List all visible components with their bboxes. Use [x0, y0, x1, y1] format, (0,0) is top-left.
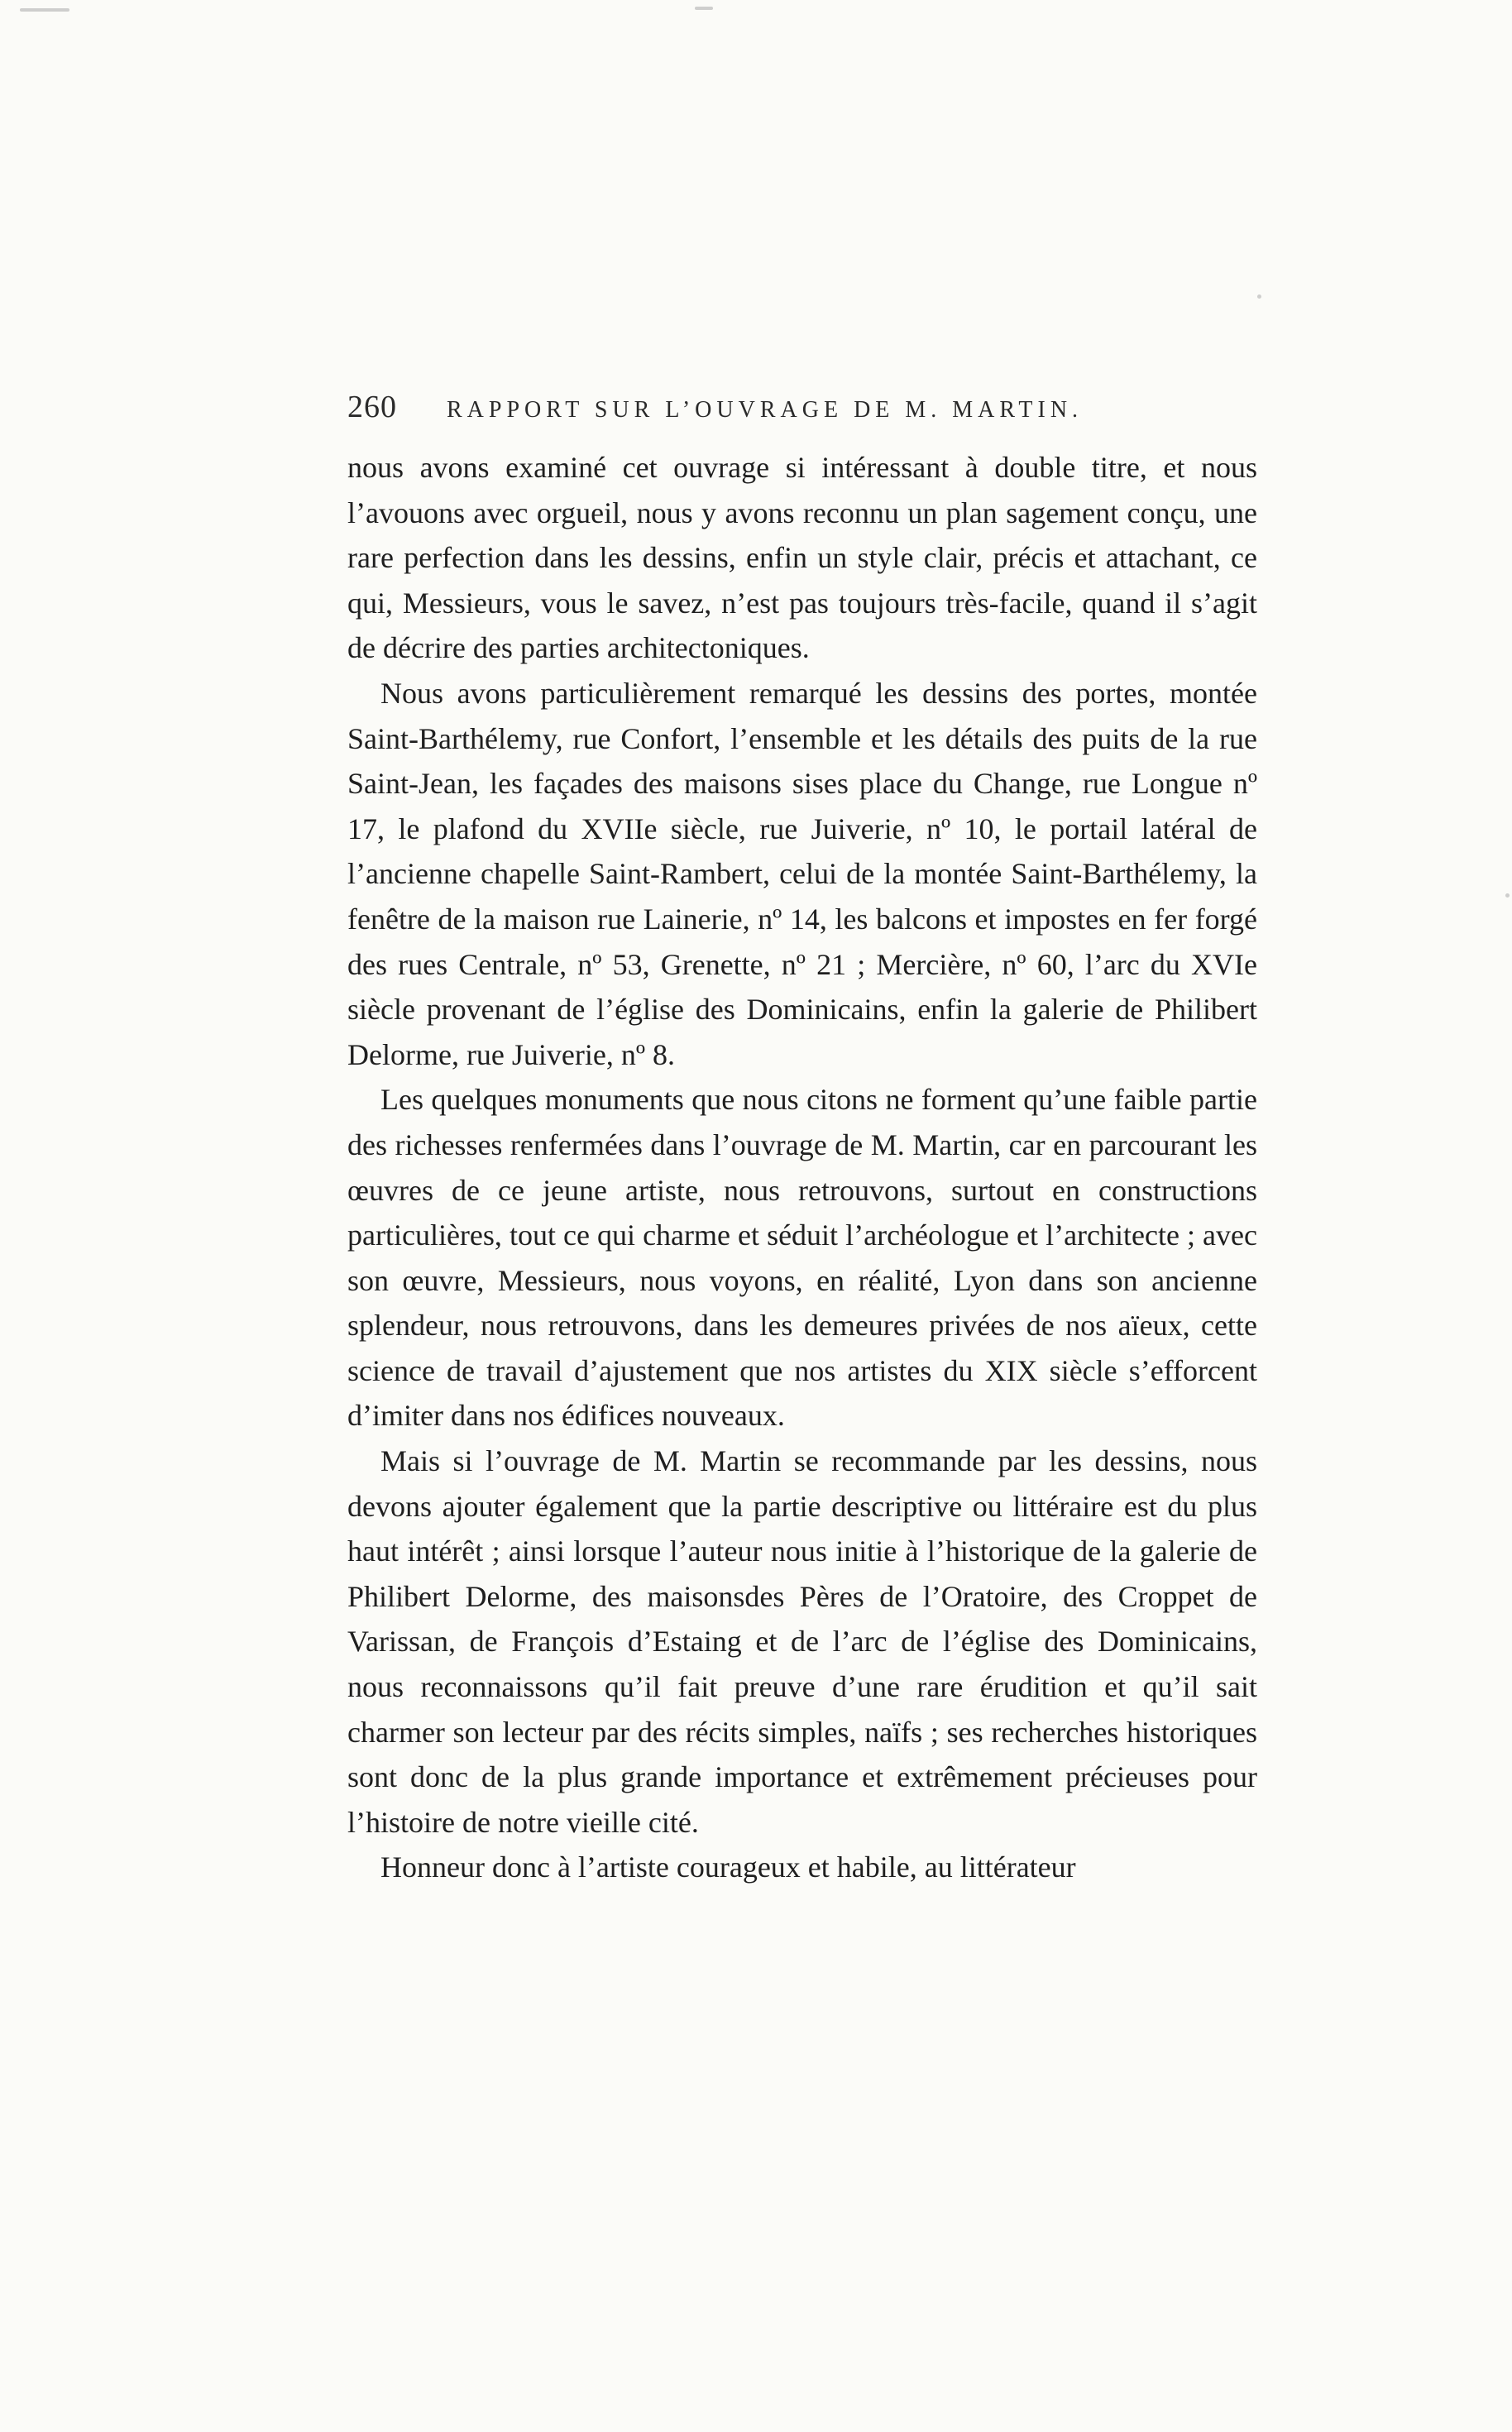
paragraph-5: Honneur donc à l’artiste courageux et habile, au littérateur — [380, 1850, 1076, 1884]
paragraph-1: nous avons examiné cet ouvrage si intéressant à double titre, et nous l’avouons avec orgueil, nous y avons reconnu un plan sagement conçu, une rare perfection dans les dessins, enfin un style clair, précis et attachant, ce qui, Messieurs, vous le savez, n’est pas toujours très-facile, quand il s’agit de décrire des parties architectoniques. — [347, 451, 1257, 665]
body-text — [347, 445, 1257, 1890]
paragraph-3: Les quelques monuments que nous citons ne forment qu’une faible partie des richesses renfermées dans l’ouvrage de M. Martin, car en parcourant les œuvres de ce jeune artiste, nous retrouvons, surtout en constructions particulières, tout ce qui charme et séduit l’archéologue et l’architecte ; avec son œuvre, Messieurs, nous voyons, en réalité, Lyon dans son ancienne splendeur, nous retrouvons, dans les demeures privées de nos aïeux, cette science de travail d’ajustement que nos artistes du XIX siècle s’efforcent d’imiter dans nos édifices nouveaux. — [347, 1083, 1257, 1433]
scan-speck — [695, 7, 713, 10]
scan-speck — [1257, 294, 1261, 299]
scan-speck — [1505, 893, 1510, 898]
scan-speck — [20, 8, 69, 12]
running-head-title: RAPPORT SUR L’OUVRAGE DE M. MARTIN. — [447, 397, 1084, 423]
running-head — [347, 389, 1257, 435]
page-number: 260 — [347, 390, 397, 424]
paragraph-2: Nous avons particulièrement remarqué les dessins des portes, montée Saint-Barthélemy, rue Confort, l’ensemble et les détails des puits de la rue Saint-Jean, les façades des maisons sises place du Change, rue Longue nº 17, le plafond du XVIIe siècle, rue Juiverie, nº 10, le portail latéral de l’ancienne chapelle Saint-Rambert, celui de la montée Saint-Barthélemy, la fenêtre de la maison rue Lainerie, nº 14, les balcons et impostes en fer forgé des rues Centrale, nº 53, Grenette, nº 21 ; Mercière, nº 60, l’arc du XVIe siècle provenant de l’église des Dominicains, enfin la galerie de Philibert Delorme, rue Juiverie, nº 8. — [347, 676, 1257, 1071]
paragraph-4: Mais si l’ouvrage de M. Martin se recommande par les dessins, nous devons ajouter également que la partie descriptive ou littéraire est du plus haut intérêt ; ainsi lorsque l’auteur nous initie à l’historique de la galerie de Philibert Delorme, des maisonsdes Pères de l’Oratoire, des Croppet de Varissan, de François d’Estaing et de l’arc de l’église des Dominicains, nous reconnaissons qu’il fait preuve d’une rare érudition et qu’il sait charmer son lecteur par des récits simples, naïfs ; ses recherches historiques sont donc de la plus grande importance et extrêmement précieuses pour l’histoire de notre vieille cité. — [347, 1444, 1257, 1839]
